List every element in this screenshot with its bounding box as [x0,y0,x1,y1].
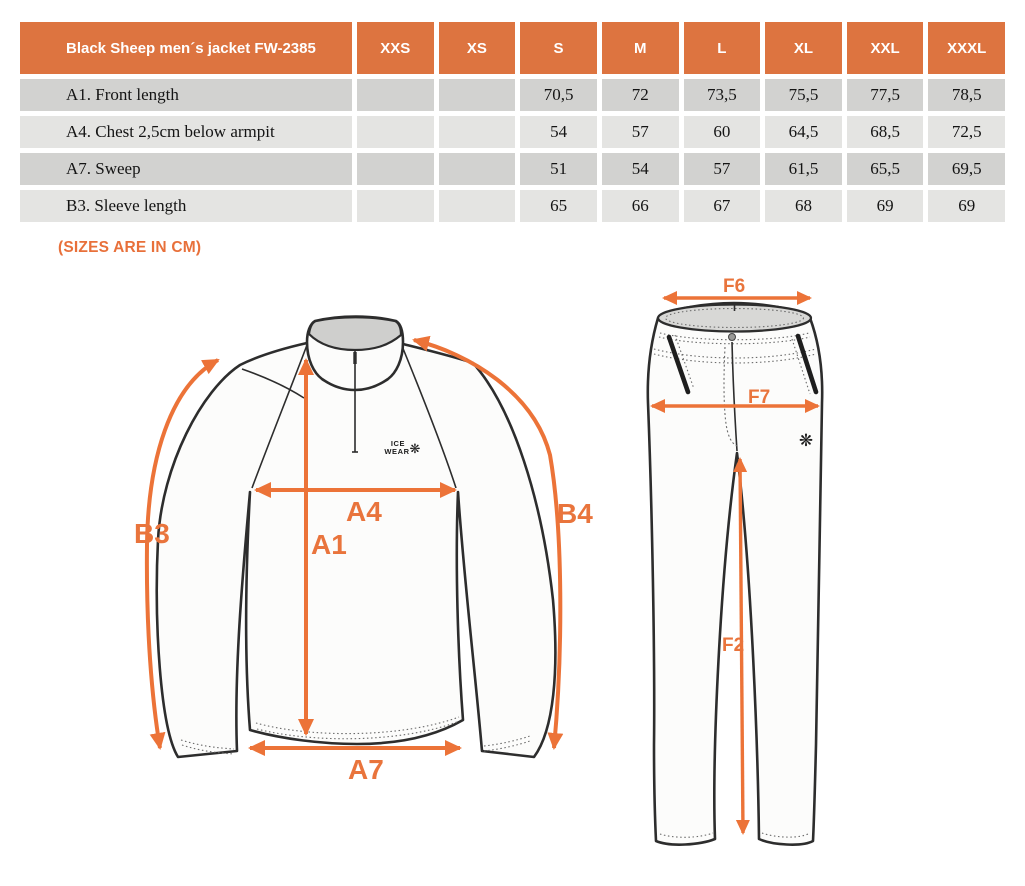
value-cell [439,79,516,111]
size-header-xl: XL [765,22,842,74]
jacket-outline [157,343,556,757]
size-header-xxs: XXS [357,22,434,74]
value-cell [357,116,434,148]
label-f7: F7 [748,387,771,408]
units-note: (SIZES ARE IN CM) [58,239,202,256]
label-a4: A4 [346,496,382,527]
value-cell: 54 [520,116,597,148]
value-cell: 73,5 [684,79,761,111]
value-cell: 66 [602,190,679,222]
row-label-sweep: A7. Sweep [20,153,352,185]
value-cell: 75,5 [765,79,842,111]
value-cell: 78,5 [928,79,1005,111]
label-a7: A7 [348,754,384,785]
value-cell: 69 [928,190,1005,222]
pants-outline [648,303,822,845]
size-header-l: L [684,22,761,74]
label-b3: B3 [134,518,170,549]
value-cell: 54 [602,153,679,185]
size-header-xxl: XXL [847,22,924,74]
value-cell: 72 [602,79,679,111]
logo-text-ice: ICE [390,439,406,448]
value-cell: 69,5 [928,153,1005,185]
row-label-sleeve-length: B3. Sleeve length [20,190,352,222]
value-cell: 65,5 [847,153,924,185]
logo-text-wear: WEAR [384,447,410,456]
value-cell [439,116,516,148]
size-header-xs: XS [439,22,516,74]
pants-diagram [640,275,1025,875]
size-header-m: M [602,22,679,74]
snowflake-icon: ❋ [409,442,421,457]
label-a1: A1 [311,529,347,560]
jacket-diagram [130,290,620,850]
label-f2: F2 [722,635,745,656]
value-cell: 64,5 [765,116,842,148]
size-header-xxxl: XXXL [928,22,1005,74]
value-cell: 69 [847,190,924,222]
value-cell [439,190,516,222]
value-cell: 77,5 [847,79,924,111]
snowflake-icon: ❋ [798,431,814,451]
value-cell: 67 [684,190,761,222]
label-f6: F6 [723,276,746,297]
value-cell: 60 [684,116,761,148]
size-header-s: S [520,22,597,74]
value-cell [439,153,516,185]
value-cell [357,190,434,222]
value-cell: 68,5 [847,116,924,148]
row-label-front-length: A1. Front length [20,79,352,111]
value-cell: 57 [602,116,679,148]
value-cell: 68 [765,190,842,222]
value-cell: 72,5 [928,116,1005,148]
value-cell: 51 [520,153,597,185]
value-cell: 61,5 [765,153,842,185]
waist-button [729,334,736,341]
value-cell: 70,5 [520,79,597,111]
value-cell: 57 [684,153,761,185]
table-title-cell: Black Sheep men´s jacket FW-2385 [20,22,352,74]
value-cell [357,153,434,185]
row-label-chest: A4. Chest 2,5cm below armpit [20,116,352,148]
size-table [20,22,1005,222]
value-cell: 65 [520,190,597,222]
value-cell [357,79,434,111]
label-b4: B4 [557,498,593,529]
